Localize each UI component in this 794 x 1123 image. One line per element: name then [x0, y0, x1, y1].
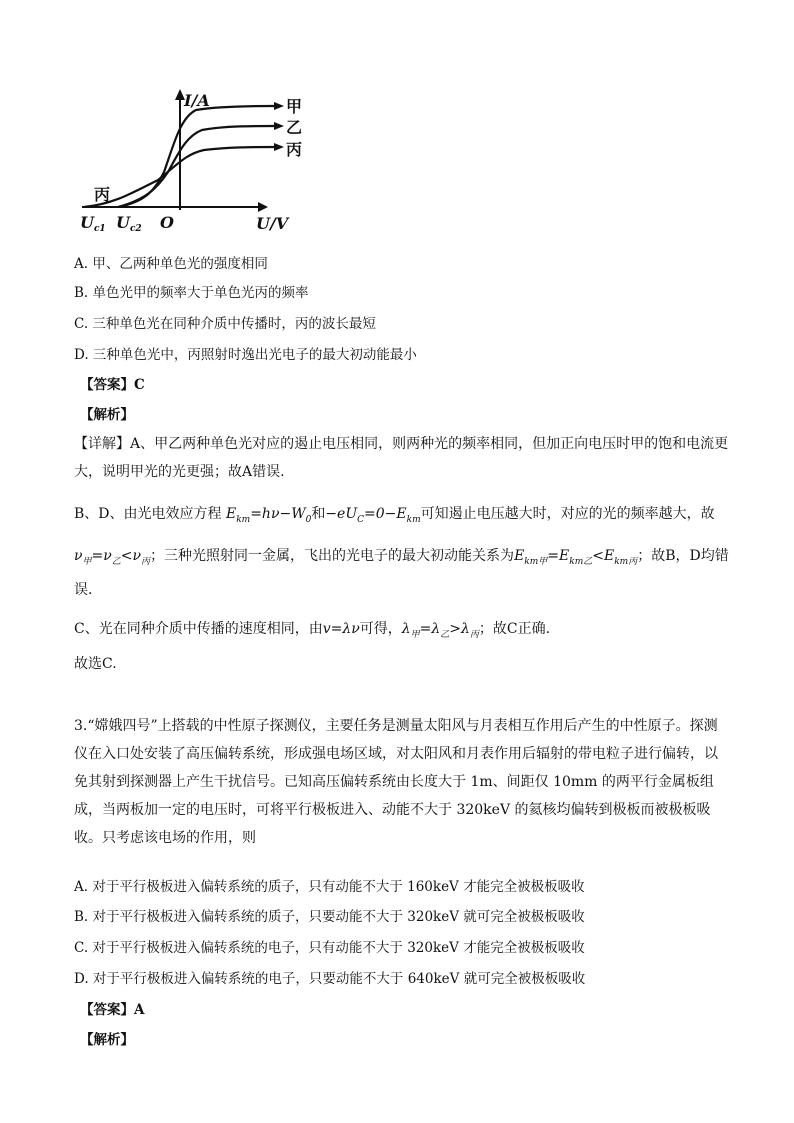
q3-option-b: B. 对于平行极板进入偏转系统的质子，只要动能不大于 320keV 就可完全被极板吸收	[74, 909, 585, 925]
q3-option-c: C. 对于平行极板进入偏转系统的电子，只有动能不大于 320keV 才能完全被极板吸收	[74, 940, 585, 956]
q3-option-d: D. 对于平行极板进入偏转系统的电子，只要动能不大于 640keV 就可完全被极板吸收	[74, 971, 586, 987]
curve-label-bing: 丙	[286, 140, 303, 159]
curve-yi-arrow	[274, 122, 284, 130]
q2-option-a: A. 甲、乙两种单色光的强度相同	[74, 256, 268, 272]
eq-energy-relation: $E_{km甲}=E_{km乙}<E_{km丙}$	[514, 548, 638, 567]
q2-option-c: C. 三种单色光在同种介质中传播时，丙的波长最短	[74, 316, 376, 332]
curve-label-yi: 乙	[286, 118, 303, 137]
q3-option-a: A. 对于平行极板进入偏转系统的质子，只有动能不大于 160keV 才能完全被极板吸收	[74, 879, 585, 895]
x-axis-label: U/V	[256, 214, 289, 233]
left-curve-label: 丙	[94, 185, 111, 204]
curve-jia-arrow	[274, 102, 284, 110]
q2-option-b: B. 单色光甲的频率大于单色光丙的频率	[74, 285, 309, 301]
q2-detail-block	[74, 430, 729, 486]
q3-analysis-heading: 【解析】	[80, 1032, 134, 1048]
photoelectric-iu-graph	[74, 84, 314, 234]
curve-label-jia: 甲	[286, 97, 303, 116]
uc2-label: Uc2	[116, 213, 142, 234]
eq-wave-speed: v=λν	[322, 621, 360, 637]
q3-stem: 3.“嫦娥四号”上搭载的中性原子探测仪，主要任务是测量太阳风与月表相互作用后产生的中性原子。探测仪在入口处安装了高压偏转系统，形成强电场区域，对太阳风和月表作用后辐射的带电粒子进行偏转，以免其射到探测器上产生干扰信号。已知高压偏转系统由长度大于 1m、间距仅 10mm 的两平行金属板组成，当两板加一定的电压时，可将平行极板进入、动能不大于 320keV 的氦核均偏转到极板而被极板吸收。只考虑该电场的作用，则	[74, 718, 718, 846]
q2-detail-p4: C、光在同种介质中传播的速度相同，由v=λν可得，$\lambda_甲=\lambda_乙>\lambda_丙$；故C正确.	[74, 621, 551, 640]
eq-frequency-relation: $\nu_甲=\nu_乙<\nu_丙$	[74, 548, 151, 567]
q3-answer: 【答案】A	[80, 1002, 145, 1018]
eq-stopping-voltage: $-eU_C=0-E_{km}$	[325, 506, 421, 525]
origin-label: O	[160, 213, 174, 232]
curve-bing-arrow	[274, 143, 284, 151]
iu-graph-svg	[74, 84, 314, 234]
curve-yi	[118, 126, 274, 207]
eq-photoelectric: $E_{km}=h\nu-W_0$	[225, 506, 312, 525]
eq-wavelength-relation: $\lambda_甲=\lambda_乙>\lambda_丙$	[401, 621, 479, 640]
q2-detail-p5: 故选C.	[74, 656, 117, 672]
x-axis-arrow	[258, 202, 268, 212]
curve-jia	[118, 106, 274, 207]
q2-detail-p3: $\nu_甲=\nu_乙<\nu_丙$；三种光照射同一金属，飞出的光电子的最大初动能关系为$E_{km甲}=E_{km乙}<E_{km丙}$；故B，D均错误.	[74, 548, 729, 598]
uc1-label: Uc1	[80, 213, 106, 234]
q2-detail-p2: B、D、由光电效应方程 $E_{km}=h\nu-W_0$和$-eU_C=0-E_{km}$可知遏止电压越大时，对应的光的频率越大，故	[74, 506, 715, 525]
q2-analysis-heading: 【解析】	[80, 407, 134, 423]
y-axis-label: I/A	[184, 91, 210, 110]
q2-answer: 【答案】C	[80, 377, 145, 393]
q2-detail-p1: 【详解】A、甲乙两种单色光对应的遏止电压相同，则两种光的频率相同，但加正向电压时甲的饱和电流更大，说明甲光的光更强；故A错误.	[74, 436, 729, 480]
q2-option-d: D. 三种单色光中，丙照射时逸出光电子的最大初动能最小	[74, 347, 417, 363]
